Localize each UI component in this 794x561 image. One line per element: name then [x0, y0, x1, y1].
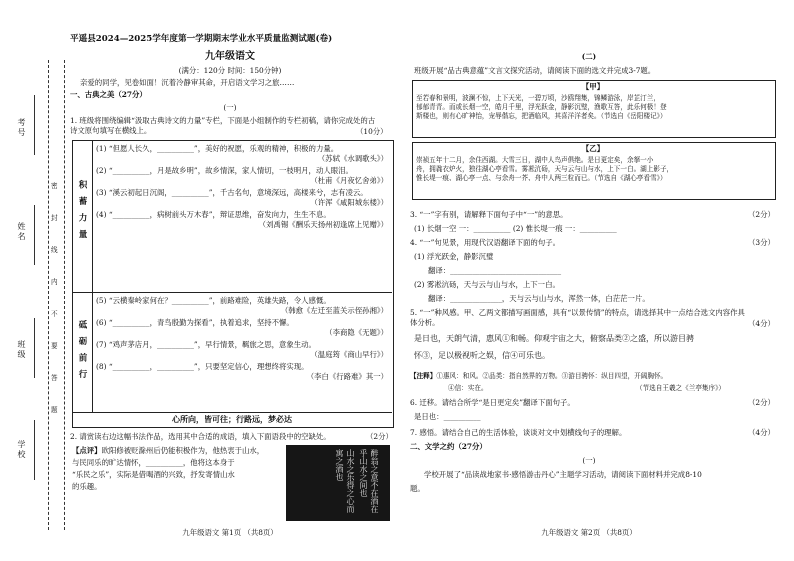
table-row [96, 318, 388, 328]
row-source: （李白《行路难》其一） [306, 371, 388, 381]
comment-line: 的乐趣。 [72, 481, 102, 491]
seal-char: 不 [51, 310, 58, 318]
passage-yi-text [416, 156, 673, 183]
exam-meta: (满分：120分 时间：150分钟) [178, 66, 282, 75]
part-2-heading: (二) [581, 52, 597, 61]
row-text[interactable]: “__________，病树前头万木春”，辩证思维，奋发向力，生生不息。 [108, 209, 331, 219]
question-7-score: （4分） [748, 428, 775, 437]
row-source: （韩愈《左迁至蓝关示侄孙湘》） [280, 305, 388, 315]
table-row [96, 166, 388, 176]
seal-char: 线 [51, 246, 58, 254]
row-source: （杜甫《月夜忆舍弟》） [310, 175, 388, 185]
passage-line: 郁郁青青。而或长烟一空，皓月千里，浮光跃金，静影沉璧，渔歌互答，此乐何极！登 [416, 102, 667, 111]
table-row [96, 188, 388, 198]
passage-line: 斯楼也，则有心旷神怡，宠辱偕忘，把酒临风，其喜洋洋者矣。（节选自《岳阳楼记》） [416, 111, 667, 120]
seal-char: 内 [51, 278, 58, 286]
calligraphy-column: 醉翁之意不在酒在乎山水之间也 [359, 449, 379, 513]
annotation [410, 372, 667, 381]
exam-no-field[interactable] [34, 95, 35, 155]
table-row [96, 296, 388, 306]
question-4-b: (2) 雾凇沆砀，天与云与山与水，上下一白。 [414, 280, 560, 289]
row-text[interactable]: “但愿人长久，__________”，美好的祝愿，乐观的精神，积极的力量。 [108, 144, 339, 153]
question-4-score: （3分） [748, 238, 775, 247]
question-4: 4. “一”句见景，用现代汉语翻译下面的句子。 [410, 238, 560, 247]
section-2-intro: 学校开展了“品读战地家书·感悟游击丹心”主题学习活动，请阅读下面材料并完成8-10 [424, 470, 702, 479]
section-2-heading: 二、文学之约（27分） [410, 442, 487, 451]
seal-char: 答 [51, 374, 58, 382]
question-5-score: （4分） [748, 319, 775, 328]
greeting: 亲爱的同学，见卷如面！沉着冷静审其命，开启语文学习之旅…… [80, 78, 295, 87]
class-label: 班级 [17, 340, 26, 360]
class-field[interactable] [34, 318, 35, 378]
comment-line: “乐民之乐”，实际是借喝酒的兴致，抒发寄情山水 [72, 469, 235, 479]
table-row-divider [72, 412, 392, 413]
row-number: (4) [96, 209, 107, 219]
school-field[interactable] [34, 420, 35, 480]
row-source: （李商隐《无题》） [325, 327, 388, 337]
table-col-divider [92, 140, 93, 412]
passage-jia-text [416, 94, 667, 121]
calligraphy-image [286, 445, 390, 521]
question-4-a-answer[interactable]: 翻译：______________________________ [428, 266, 562, 275]
page-footer-right: 九年级语文 第2页 （共8页） [541, 528, 637, 537]
row-number: (8) [96, 361, 107, 371]
seal-char: 密 [51, 182, 58, 190]
excerpt-line: 怀③，足以极视听之娱，信④可乐也。 [414, 350, 550, 360]
section-1-heading: 一、古典之美（27分） [70, 90, 147, 99]
comment-block [72, 446, 282, 492]
comment-line [72, 446, 282, 456]
exam-no-label: 考号 [17, 118, 26, 138]
comment-line[interactable]: 与民同乐的旷达情怀，__________，他将这本身于 [72, 457, 235, 467]
binding-line-inner [64, 60, 65, 530]
passage-line: 崇祯五年十二月，余住西湖。大雪三日，湖中人鸟声俱绝。是日更定矣，余拏一小 [416, 156, 654, 164]
seal-char: 要 [51, 342, 58, 350]
question-4-b-answer[interactable]: 翻译：______________，天与云与山与水，浑然一体，白茫茫一片。 [428, 294, 650, 303]
section-2-intro-2: 题。 [410, 484, 425, 493]
passage-line: 惟长堤一痕、湖心亭一点、与余舟一芥、舟中人两三粒而已。（节选自《湖心亭看雪》） [416, 173, 667, 182]
part-2-intro: 班级开展“品古典意蕴”文言文探究活动，请阅读下面的选文并完成3-7题。 [414, 66, 656, 75]
annotation-text: ①惠风：和风。②品类：指自然界的万物。③游目骋怀：纵目四望，开阔胸怀。 [436, 372, 668, 380]
row-text[interactable]: “云横秦岭家何在？__________”，前路难险，英雄失路，令人感慨。 [108, 296, 331, 305]
table-row [96, 362, 388, 372]
question-6-score: （2分） [748, 398, 775, 407]
question-1-score: （10分） [356, 127, 388, 136]
passage-line: 至若春和景明，波澜不惊，上下天光，一碧万顷，沙鸥翔集，锦鳞游泳，岸芷汀兰， [416, 94, 660, 102]
row-source: （许浑《咸阳城东楼》） [310, 197, 388, 207]
row-number: (1) [96, 144, 107, 153]
page-footer-left: 九年级语文 第1页 （共8页） [182, 528, 278, 537]
row-source: （苏轼《水调歌头》） [317, 153, 388, 163]
category-label: 砥砺前行 [77, 320, 87, 386]
lanting-excerpt [414, 334, 694, 362]
seal-char: 题 [51, 406, 58, 414]
row-source: （温庭筠《商山早行》） [310, 349, 388, 359]
question-6-answer[interactable]: 是日也：__________ [414, 412, 481, 421]
comment-text: 欧阳修被贬滁州后仍能积极作为，他热衷于山水， [101, 446, 265, 455]
passage-line: 舟，拥毳衣炉火，独往湖心亭看雪。雾凇沆砀，天与云与山与水，上下一白。湖上影子， [416, 164, 674, 173]
row-text[interactable]: “溪云初起日沉阁，__________”，千古名句，意境深远，高楼来兮，志有凌云。 [108, 187, 368, 197]
exam-title: 平遥县2024—2025学年度第一学期期末学业水平质量监测试题(卷) [70, 34, 333, 44]
binding-line-outer [48, 60, 49, 530]
seal-text [51, 180, 63, 414]
row-source: （刘禹锡《酬乐天扬州初逢席上见赠》） [258, 219, 388, 229]
passage-yi-label: 【乙】 [581, 144, 605, 153]
row-text[interactable]: “__________，__________”，只要坚定信心，理想终将实现。 [108, 361, 309, 371]
name-label: 姓名 [17, 222, 26, 242]
row-number: (3) [96, 187, 107, 197]
passage-jia-label: 【甲】 [581, 82, 605, 91]
section-2-part-heading: (一) [582, 456, 596, 465]
category-label: 积蓄力量 [77, 180, 87, 246]
subject-title: 九年级语文 [205, 51, 255, 62]
table-rows-2 [96, 296, 388, 382]
question-3-score: （2分） [748, 210, 775, 219]
excerpt-line: 是日也，天朗气清，惠风①和畅。仰观宇宙之大，俯察品类②之盛，所以游目骋 [414, 334, 694, 343]
annotation-source: （节选自王羲之《兰亭集序》） [636, 384, 726, 392]
seal-char: 封 [51, 214, 58, 222]
table-row [96, 340, 388, 350]
table-row-divider [72, 292, 392, 293]
question-6: 6. 迁移。请结合所学“是日更定矣”翻译下面句子。 [410, 398, 575, 407]
annotation-label: 【注释】 [410, 372, 437, 380]
annotation-2: ④信：实在。 [448, 384, 488, 392]
row-text[interactable]: “__________，月是故乡明”，故乡情深，家人情切，一枝明月，动人眼泪。 [108, 165, 353, 175]
row-number: (5) [96, 296, 107, 305]
calligraphy-column: 山水之乐得之心而寓之酒也 [335, 449, 355, 513]
question-3: 3. “一”字有别，请解释下面句子中“一”的意思。 [410, 210, 568, 219]
question-1: 1. 班级将围绕编辑“汲取古典诗文的力量”专栏，下面是小组制作的专栏初稿，请你完成处的古诗文原句填写在横线上。 [70, 116, 376, 135]
row-text[interactable]: “__________，青鸟殷勤为探看”，执着追求，坚持不懈。 [108, 317, 294, 327]
question-7: 7. 感悟。请结合自己的生活体验，谈谈对文中划横线句子的理解。 [410, 428, 627, 437]
question-4-a: (1) 浮光跃金，静影沉璧 [414, 252, 494, 261]
question-2-score: （2分） [366, 432, 393, 441]
table-row [96, 210, 388, 220]
row-number: (6) [96, 317, 107, 327]
table-row [96, 144, 388, 154]
row-number: (7) [96, 339, 107, 349]
school-label: 学校 [17, 440, 26, 460]
part-1-heading: (一) [223, 103, 237, 112]
comment-label: 【点评】 [72, 446, 102, 455]
row-number: (2) [96, 165, 107, 175]
question-3-items[interactable]: (1) 长烟一空 一：__________ (2) 惟长堤一痕 一：__________ [414, 224, 617, 233]
row-text[interactable]: “鸡声茅店月，__________”，早行情景，羁旅之思，意象生动。 [108, 339, 316, 349]
question-5: 5. “一”种风感。甲、乙两文都描写画面感，具有“以景传情”的特点，请选择其中一点结合选文内容作具体分析。 [410, 308, 745, 327]
table-rows-1 [96, 144, 388, 230]
question-2: 2. 请赏读右边这幅书法作品，选用其中合适的成语，填入下面语段中的空缺处。 [70, 432, 331, 441]
name-field[interactable] [34, 205, 35, 265]
table-footer-motto: 心所向，皆可往；行路远，梦必达 [172, 414, 292, 424]
